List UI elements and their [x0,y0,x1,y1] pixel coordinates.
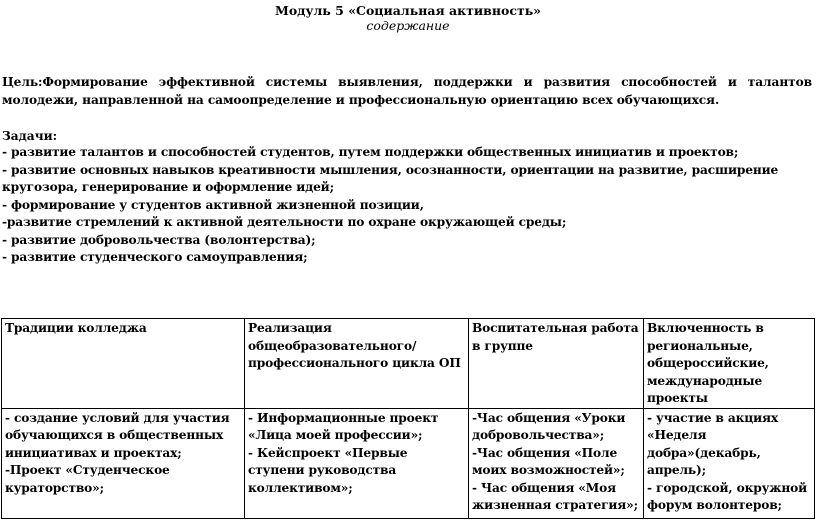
cell-projects [644,408,815,518]
table-row [2,408,815,518]
cell-line: - участие в акциях «Неделя добра»(декабрь, апрель); [647,410,783,477]
cell-line: - Кейспроект «Первые ступени руководства коллективом»; [248,445,412,495]
header-cell-group-work: Воспитательная работа в группе [469,319,644,409]
task-item: -развитие стремлений к активной деятельности по охране окружающей среды; [2,215,567,229]
cell-traditions [2,408,245,518]
task-item: - развитие основных навыков креативности мышления, осознанности, ориентации на развитие, расширение кругозора, генерирование и оформление идей; [2,162,779,194]
module-subtitle: содержание [366,18,450,33]
cell-line: - Час общения «Моя жизненная стратегия»; [472,480,638,512]
cell-curriculum [245,408,469,518]
tasks-list [2,144,814,267]
cell-line: - Информационные проект «Лица моей профессии»; [248,410,443,442]
task-item: - развитие добровольчества (волонтерства); [2,232,316,247]
module-title: Модуль 5 «Социальная активность» [274,3,541,18]
cell-line: - городской, окружной форум волонтеров; [647,480,812,512]
cell-line: -Проект «Студенческое кураторство»; [5,463,174,495]
cell-line: - создание условий для участия обучающихся в общественных инициативах и проектах; [5,410,234,460]
header-cell-curriculum: Реализация общеобразовательного/ профессионального цикла ОП [245,319,469,409]
table-header-row [2,319,815,409]
cell-line: -Час общения «Поле моих возможностей»; [472,445,625,477]
cell-group-work [469,408,644,518]
task-item: - развитие талантов и способностей студентов, путем поддержки общественных инициатив и проектов; [2,145,739,159]
task-item: - формирование у студентов активной жизненной позиции, [2,197,424,212]
cell-line: -Час общения «Уроки добровольчества»; [472,410,630,442]
tasks-heading: Задачи: [2,129,58,143]
goal-paragraph: Цель:Формирование эффективной системы выявления, поддержки и развития способностей и талантов молодежи, направленной на самоопределение и профессиональную ориентацию всех обучающихся. [2,75,812,107]
header-cell-projects: Включенность в региональные, общероссийские, международные проекты [644,319,815,409]
task-item: - развитие студенческого самоуправления; [2,250,308,264]
header-cell-traditions: Традиции колледжа [2,319,245,409]
activity-table [1,318,815,519]
